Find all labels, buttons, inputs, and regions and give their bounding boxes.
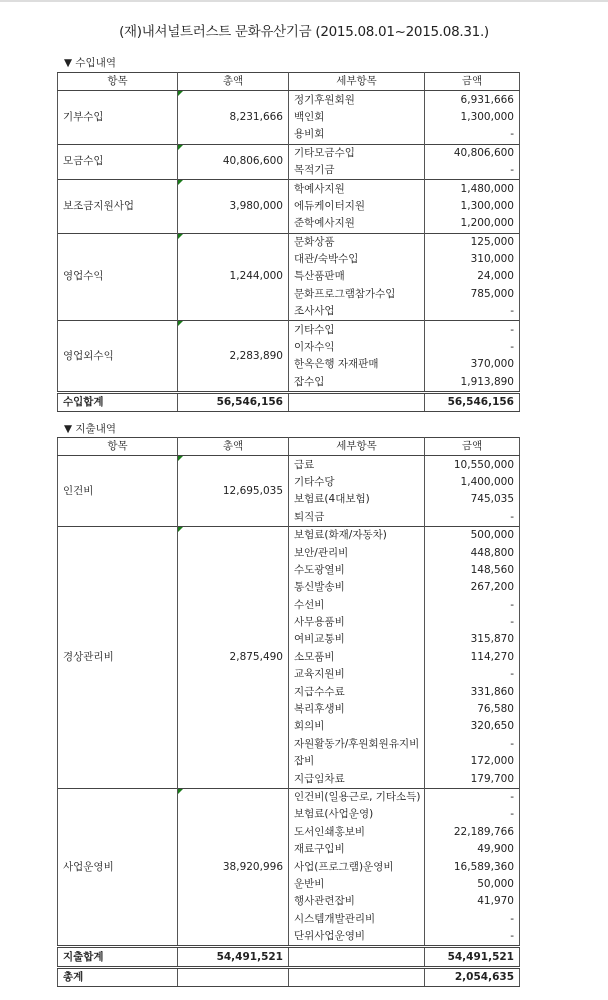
sub-item-name: 보험료(4대보험) [289, 491, 425, 508]
table-row [58, 321, 520, 339]
column-header: 금액 [425, 438, 520, 456]
sub-item-name: 이자수익 [289, 339, 425, 356]
table-row [58, 233, 520, 251]
sub-item-amount: 1,200,000 [425, 215, 520, 233]
sub-item-amount: 40,806,600 [425, 144, 520, 162]
sub-item-amount: 50,000 [425, 876, 520, 893]
sub-item-amount: 76,580 [425, 701, 520, 718]
sub-item-name: 자원활동가/후원회원유지비 [289, 736, 425, 753]
sub-item-name: 특산품판매 [289, 268, 425, 285]
sub-item-amount: 114,270 [425, 649, 520, 666]
sub-item-amount: - [425, 321, 520, 339]
category-name: 경상관리비 [58, 526, 178, 788]
sub-item-name: 행사관련잡비 [289, 893, 425, 910]
category-name: 보조금지원사업 [58, 180, 178, 233]
sub-item-name: 교육지원비 [289, 666, 425, 683]
category-total: 40,806,600 [178, 144, 289, 180]
sub-item-name: 조사사업 [289, 303, 425, 321]
sub-item-name: 잡수입 [289, 374, 425, 393]
sub-item-name: 소모품비 [289, 649, 425, 666]
sub-item-amount: 1,400,000 [425, 474, 520, 491]
sub-item-name: 회의비 [289, 718, 425, 735]
sub-item-amount: 24,000 [425, 268, 520, 285]
top-border [0, 0, 608, 2]
sub-item-name: 기타수입 [289, 321, 425, 339]
sub-item-name: 목적기금 [289, 162, 425, 180]
empty-cell [178, 967, 289, 986]
sub-item-name: 보험료(화재/자동차) [289, 526, 425, 544]
column-header: 세부항목 [289, 438, 425, 456]
sub-item-amount: 331,860 [425, 683, 520, 700]
sub-item-amount: - [425, 597, 520, 614]
sub-item-amount: - [425, 339, 520, 356]
sub-item-amount: 125,000 [425, 233, 520, 251]
grand-total-row [58, 967, 520, 986]
expense-table [57, 437, 520, 987]
sum-total: 54,491,521 [178, 947, 289, 967]
table-row [58, 788, 520, 806]
sub-item-amount: - [425, 303, 520, 321]
sub-item-amount: - [425, 162, 520, 180]
sub-item-amount: 267,200 [425, 579, 520, 596]
table-row [58, 180, 520, 198]
page-title: (재)내셔널트러스트 문화유산기금 (2015.08.01~2015.08.31.) [119, 24, 489, 40]
sum-total: 56,546,156 [178, 393, 289, 412]
income-table [57, 72, 520, 412]
empty-cell [289, 393, 425, 412]
sum-row [58, 393, 520, 412]
sub-item-name: 기타모금수입 [289, 144, 425, 162]
sub-item-amount: 1,300,000 [425, 109, 520, 126]
column-header: 금액 [425, 73, 520, 91]
sum-row [58, 947, 520, 967]
sub-item-name: 용비회 [289, 126, 425, 144]
sub-item-amount: - [425, 806, 520, 823]
sub-item-name: 운반비 [289, 876, 425, 893]
sub-item-name: 보험료(사업운영) [289, 806, 425, 823]
sub-item-name: 여비교통비 [289, 631, 425, 648]
sub-item-name: 사무용품비 [289, 614, 425, 631]
category-total: 12,695,035 [178, 456, 289, 527]
sub-item-amount: - [425, 911, 520, 928]
table-row [58, 456, 520, 474]
table-row [58, 144, 520, 162]
table-row [58, 526, 520, 544]
category-total: 38,920,996 [178, 788, 289, 947]
sub-item-amount: 315,870 [425, 631, 520, 648]
sub-item-name: 문화프로그램참가수입 [289, 286, 425, 303]
sub-item-name: 에듀케이터지원 [289, 198, 425, 215]
sub-item-amount: 16,589,360 [425, 858, 520, 875]
sub-item-name: 지급수수료 [289, 683, 425, 700]
category-total: 3,980,000 [178, 180, 289, 233]
sub-item-name: 학예사지원 [289, 180, 425, 198]
sub-item-amount: - [425, 126, 520, 144]
income-section-label: ▼ 수입내역 [64, 57, 116, 69]
sub-item-name: 한옥은행 자재판매 [289, 356, 425, 373]
sub-item-amount: 1,300,000 [425, 198, 520, 215]
sub-item-name: 수도광열비 [289, 562, 425, 579]
sum-label: 지출합계 [58, 947, 178, 967]
sub-item-name: 대관/숙박수입 [289, 251, 425, 268]
grand-total-label: 총계 [58, 967, 178, 986]
table-header-row [58, 438, 520, 456]
category-name: 모금수입 [58, 144, 178, 180]
sum-amount: 56,546,156 [425, 393, 520, 412]
sub-item-name: 퇴직금 [289, 509, 425, 527]
sub-item-amount: - [425, 788, 520, 806]
sub-item-name: 복리후생비 [289, 701, 425, 718]
sub-item-name: 정기후원회원 [289, 91, 425, 109]
table-header-row [58, 73, 520, 91]
grand-total-amount: 2,054,635 [425, 967, 520, 986]
sub-item-amount: - [425, 736, 520, 753]
category-name: 영업외수익 [58, 321, 178, 393]
sub-item-amount: 6,931,666 [425, 91, 520, 109]
empty-cell [289, 967, 425, 986]
category-name: 영업수익 [58, 233, 178, 321]
sum-amount: 54,491,521 [425, 947, 520, 967]
column-header: 항목 [58, 73, 178, 91]
sub-item-name: 사업(프로그램)운영비 [289, 858, 425, 875]
sub-item-name: 급료 [289, 456, 425, 474]
sub-item-amount: 172,000 [425, 753, 520, 770]
category-name: 인건비 [58, 456, 178, 527]
sub-item-amount: 1,913,890 [425, 374, 520, 393]
sub-item-amount: - [425, 666, 520, 683]
sub-item-name: 지급임차료 [289, 770, 425, 788]
category-name: 사업운영비 [58, 788, 178, 947]
sub-item-amount: 448,800 [425, 544, 520, 561]
sub-item-amount: 310,000 [425, 251, 520, 268]
sub-item-amount: - [425, 928, 520, 947]
sub-item-name: 통신발송비 [289, 579, 425, 596]
sub-item-name: 기타수당 [289, 474, 425, 491]
sub-item-amount: 41,970 [425, 893, 520, 910]
sub-item-amount: 179,700 [425, 770, 520, 788]
sub-item-amount: 500,000 [425, 526, 520, 544]
category-total: 2,875,490 [178, 526, 289, 788]
sub-item-name: 잡비 [289, 753, 425, 770]
sum-label: 수입합계 [58, 393, 178, 412]
sub-item-amount: - [425, 509, 520, 527]
column-header: 총액 [178, 438, 289, 456]
sub-item-amount: 10,550,000 [425, 456, 520, 474]
sub-item-name: 수선비 [289, 597, 425, 614]
table-row [58, 91, 520, 109]
sub-item-amount: 745,035 [425, 491, 520, 508]
sub-item-name: 백인회 [289, 109, 425, 126]
sub-item-name: 인건비(일용근로, 기타소득) [289, 788, 425, 806]
sub-item-amount: 320,650 [425, 718, 520, 735]
sub-item-amount: 370,000 [425, 356, 520, 373]
sub-item-name: 재료구입비 [289, 841, 425, 858]
sub-item-amount: 49,900 [425, 841, 520, 858]
expense-section-label: ▼ 지출내역 [64, 423, 116, 435]
category-name: 기부수입 [58, 91, 178, 144]
category-total: 2,283,890 [178, 321, 289, 393]
column-header: 항목 [58, 438, 178, 456]
sub-item-name: 준학예사지원 [289, 215, 425, 233]
sub-item-name: 시스템개발관리비 [289, 911, 425, 928]
sub-item-name: 보안/관리비 [289, 544, 425, 561]
category-total: 1,244,000 [178, 233, 289, 321]
sub-item-name: 단위사업운영비 [289, 928, 425, 947]
column-header: 총액 [178, 73, 289, 91]
sub-item-name: 문화상품 [289, 233, 425, 251]
sub-item-amount: - [425, 614, 520, 631]
sub-item-amount: 785,000 [425, 286, 520, 303]
sub-item-amount: 1,480,000 [425, 180, 520, 198]
empty-cell [289, 947, 425, 967]
sub-item-name: 도서인쇄홍보비 [289, 824, 425, 841]
sub-item-amount: 148,560 [425, 562, 520, 579]
category-total: 8,231,666 [178, 91, 289, 144]
sub-item-amount: 22,189,766 [425, 824, 520, 841]
column-header: 세부항목 [289, 73, 425, 91]
